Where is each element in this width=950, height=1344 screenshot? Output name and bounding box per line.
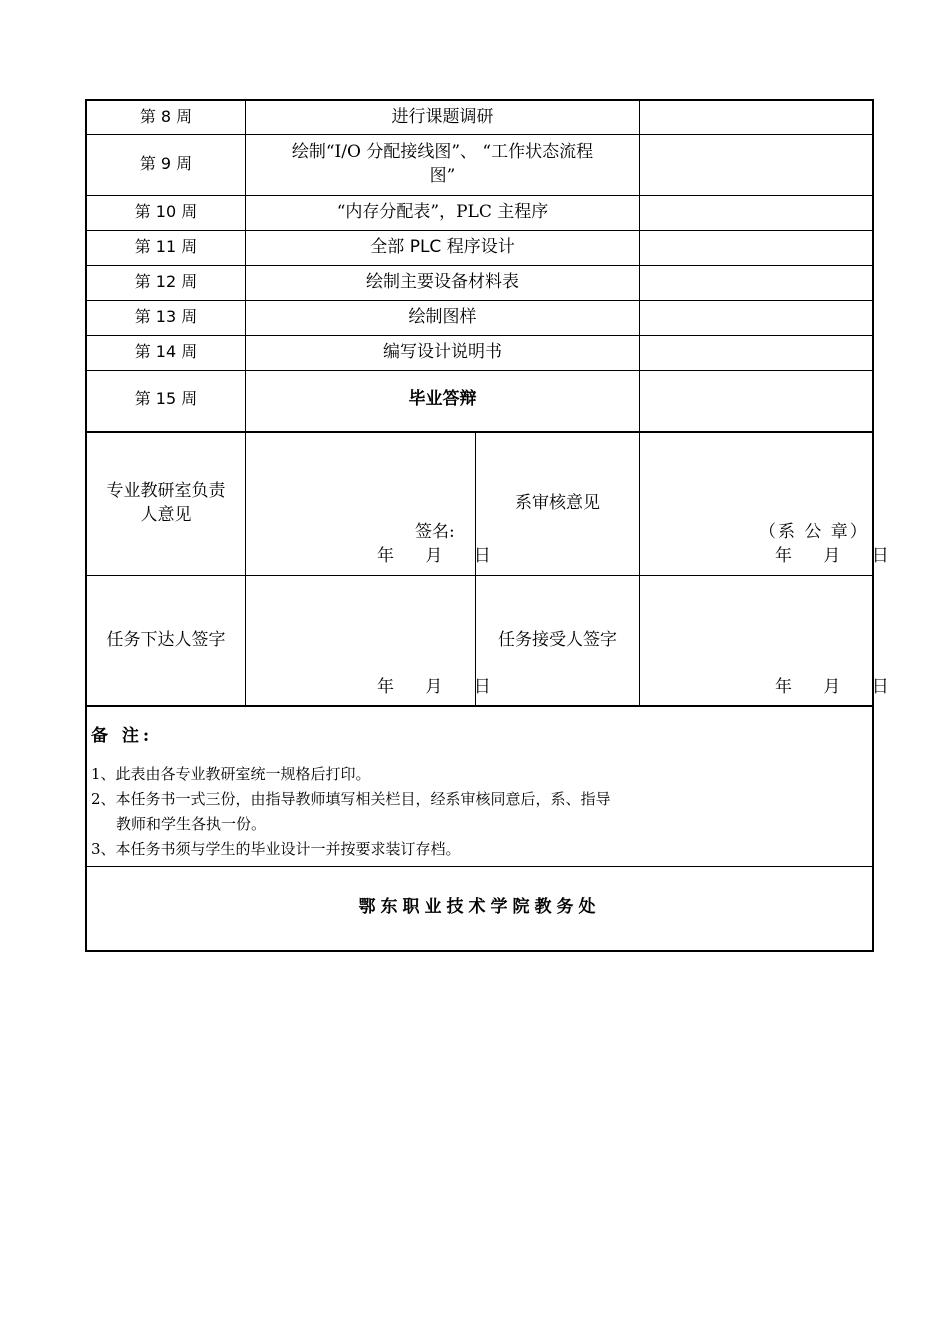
row-divider bbox=[87, 370, 872, 371]
week-label: 第 8 周 bbox=[139, 107, 193, 126]
note-item: 3、本任务书须与学生的毕业设计一并按要求装订存档。 bbox=[91, 840, 461, 858]
task-text: 进行课题调研 bbox=[391, 107, 494, 127]
section-divider bbox=[87, 705, 872, 707]
task-text: 图” bbox=[429, 166, 456, 186]
task-text: 全部 PLC 程序设计 bbox=[370, 237, 515, 257]
week-label: 第 15 周 bbox=[134, 389, 198, 408]
column-divider bbox=[475, 432, 476, 706]
section-divider bbox=[87, 431, 872, 433]
row-divider bbox=[87, 134, 872, 135]
date-label: 年 月 日 bbox=[775, 677, 895, 697]
week-label: 第 10 周 bbox=[134, 202, 198, 221]
column-divider bbox=[639, 101, 640, 706]
dept-head-opinion-label: 专业教研室负责 bbox=[106, 481, 226, 501]
note-item: 教师和学生各执一份。 bbox=[116, 815, 267, 833]
task-text: 绘制“I/O 分配接线图”、 “工作状态流程 bbox=[291, 142, 594, 162]
row-divider bbox=[87, 230, 872, 231]
task-sheet-table bbox=[85, 99, 895, 952]
notes-title: 备 注: bbox=[91, 726, 154, 746]
note-item: 2、本任务书一式三份，由指导教师填写相关栏目，经系审核同意后，系、指导 bbox=[91, 790, 611, 808]
task-text: 绘制图样 bbox=[408, 307, 477, 327]
week-label: 第 9 周 bbox=[139, 154, 193, 173]
dept-review-label: 系审核意见 bbox=[515, 493, 600, 513]
week-label: 第 12 周 bbox=[134, 272, 198, 291]
dept-head-opinion-label: 人意见 bbox=[140, 505, 192, 525]
date-label: 年 月 日 bbox=[377, 546, 497, 566]
note-item: 1、此表由各专业教研室统一规格后打印。 bbox=[91, 765, 371, 783]
task-text: “内存分配表”，PLC 主程序 bbox=[336, 202, 549, 222]
row-divider bbox=[87, 335, 872, 336]
task-text: 编写设计说明书 bbox=[383, 342, 502, 362]
row-divider bbox=[87, 265, 872, 266]
dept-seal-label: （系 公 章） bbox=[759, 522, 869, 542]
task-text: 绘制主要设备材料表 bbox=[366, 272, 519, 292]
issuer-signature-label: 任务下达人签字 bbox=[106, 630, 226, 650]
row-divider bbox=[87, 575, 872, 576]
date-label: 年 月 日 bbox=[775, 546, 895, 566]
signature-label: 签名: bbox=[415, 522, 455, 542]
week-label: 第 11 周 bbox=[134, 237, 198, 256]
week-label: 第 13 周 bbox=[134, 307, 198, 326]
date-label: 年 月 日 bbox=[377, 677, 497, 697]
row-divider bbox=[87, 300, 872, 301]
issuer-office: 鄂东职业技术学院教务处 bbox=[358, 897, 601, 917]
week-label: 第 14 周 bbox=[134, 342, 198, 361]
task-text: 毕业答辩 bbox=[408, 389, 477, 409]
receiver-signature-label: 任务接受人签字 bbox=[498, 630, 617, 650]
row-divider bbox=[87, 195, 872, 196]
row-divider bbox=[87, 866, 872, 867]
